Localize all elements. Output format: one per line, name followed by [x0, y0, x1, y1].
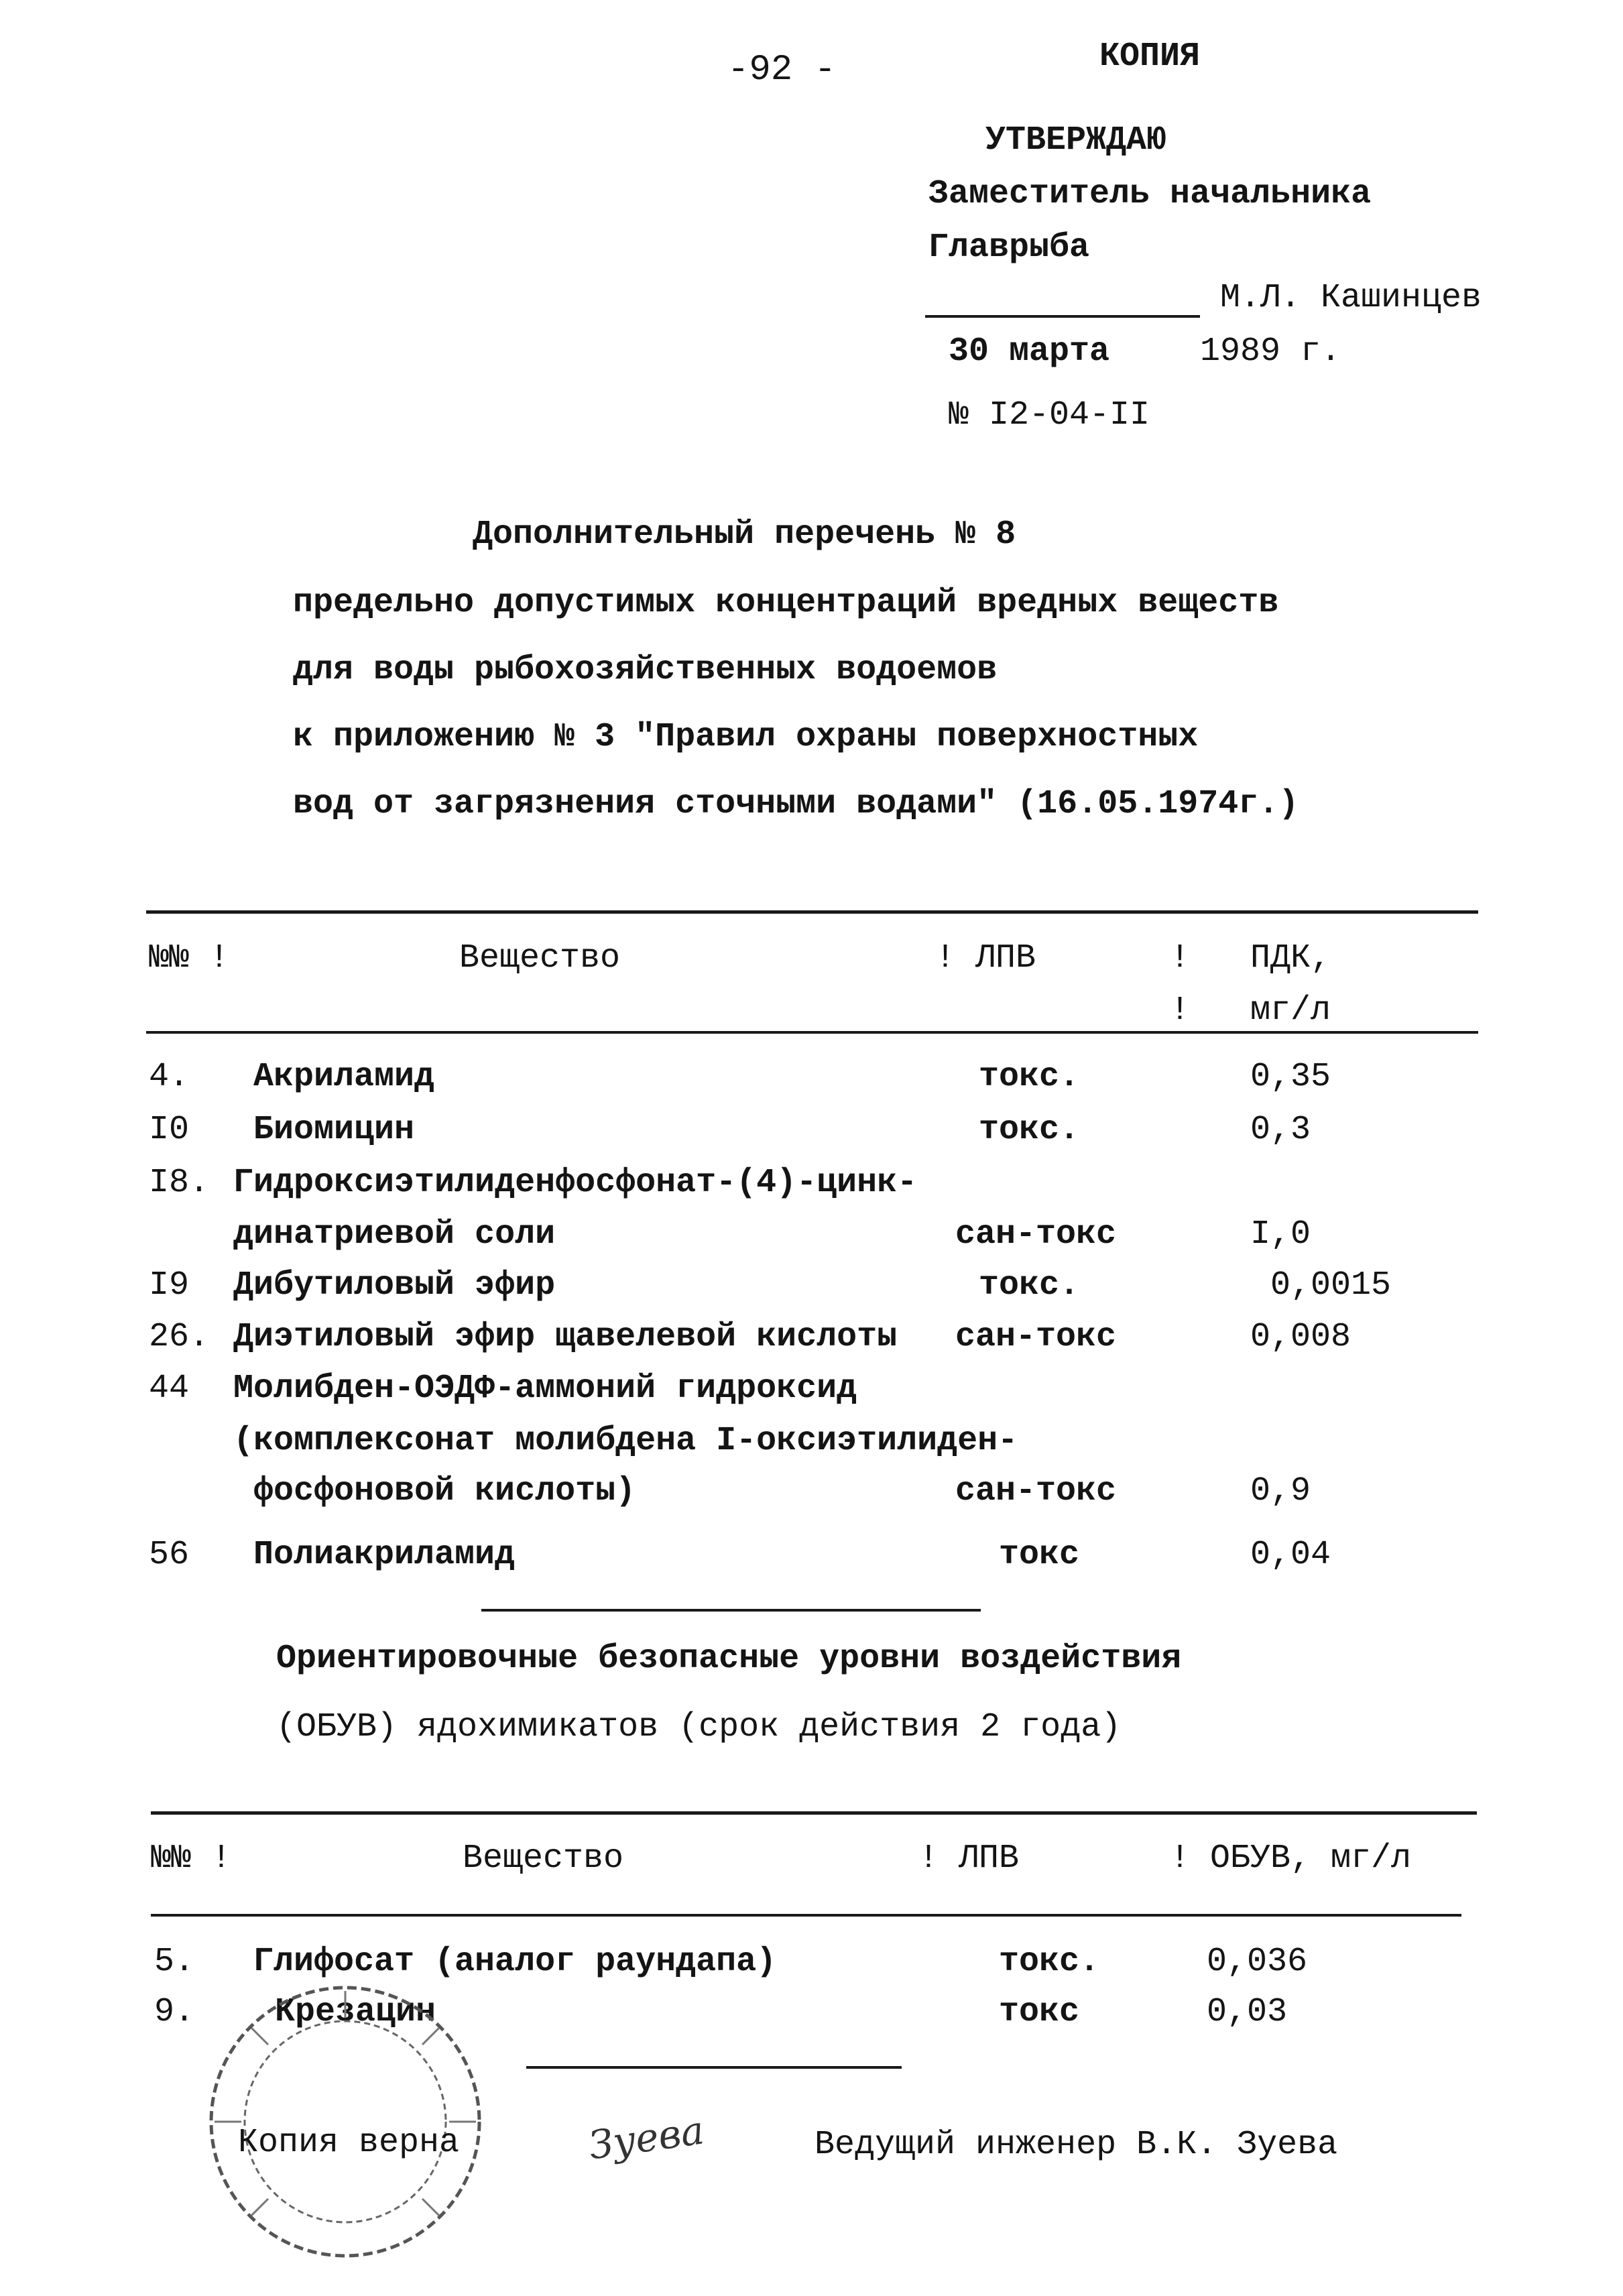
table2-row-obuv: 0,036	[1207, 1943, 1308, 1981]
table1-row-lpv: сан-токс	[955, 1472, 1117, 1510]
page-number: -92 -	[727, 50, 837, 90]
table2-row-name: Крезацин	[275, 1993, 436, 2031]
copy-label: КОПИЯ	[1099, 38, 1201, 76]
table2-col-obuv: ! ОБУВ, мг/л	[1170, 1839, 1412, 1878]
table1-row-lpv: токс.	[979, 1111, 1080, 1149]
table2-top-rule	[151, 1811, 1477, 1815]
table2-row-lpv: токс.	[999, 1943, 1100, 1981]
table1-header-rule	[146, 1031, 1478, 1034]
table2-col-lpv: ! ЛПВ	[918, 1839, 1020, 1878]
title-line-2: предельно допустимых концентраций вредных веществ	[293, 584, 1279, 622]
table2-row-num: 5.	[154, 1943, 195, 1981]
approver-title-1: Заместитель начальника	[928, 175, 1372, 213]
title-line-4: к приложению № 3 "Правил охраны поверхностных	[293, 718, 1199, 756]
table1-row-name: (комплексонат молибдена I-оксиэтилиден-	[233, 1422, 1018, 1460]
document-number: № I2-04-II	[949, 396, 1150, 434]
section2-line-2: (ОБУВ) ядохимикатов (срок действия 2 года)	[276, 1708, 1122, 1746]
table1-row-num: 56	[149, 1536, 190, 1574]
table1-row-num: 4.	[149, 1058, 190, 1096]
table2-row-obuv: 0,03	[1207, 1993, 1288, 2031]
table1-row-lpv: сан-токс	[955, 1215, 1117, 1254]
copy-true-label: Копия верна	[238, 2124, 460, 2162]
table1-col-num: №№ !	[149, 939, 230, 977]
table1-top-rule	[146, 910, 1478, 914]
title-line-1: Дополнительный перечень № 8	[473, 516, 1016, 554]
table1-row-lpv: токс	[999, 1536, 1080, 1574]
table1-col-sep-1: !	[1170, 939, 1191, 977]
table1-row-lpv: токс.	[979, 1058, 1080, 1096]
table1-row-num: 26.	[149, 1318, 210, 1356]
signature-line	[925, 315, 1200, 318]
table1-row-pdk: 0,3	[1250, 1111, 1311, 1149]
table2-end-rule	[526, 2066, 902, 2069]
table1-row-pdk: 0,9	[1250, 1472, 1311, 1510]
table2-row-num: 9.	[154, 1993, 195, 2031]
approver-title-2: Главрыба	[928, 229, 1090, 267]
table1-row-num: 44	[149, 1370, 190, 1408]
signer-name: Ведущий инженер В.К. Зуева	[815, 2126, 1338, 2164]
table1-col-pdk-1: ПДК,	[1250, 939, 1331, 977]
table2-header-rule	[151, 1914, 1461, 1917]
table1-row-name: Полиакриламид	[253, 1536, 516, 1574]
table2-row-lpv: токс	[999, 1993, 1080, 2031]
table1-row-pdk: 0,008	[1250, 1318, 1351, 1356]
table1-row-name: Акриламид	[253, 1058, 435, 1096]
table2-row-name: Глифосат (аналог раундапа)	[253, 1943, 777, 1981]
handwritten-signature: Зуева	[586, 2107, 707, 2169]
table1-col-substance: Вещество	[459, 939, 621, 977]
table1-row-num: I9	[149, 1266, 190, 1305]
table1-row-name: Биомицин	[253, 1111, 415, 1149]
table1-row-name: Дибутиловый эфир	[233, 1266, 556, 1305]
table1-row-pdk: 0,04	[1250, 1536, 1331, 1574]
table1-row-name: фосфоновой кислоты)	[253, 1472, 636, 1510]
table1-row-name: Гидроксиэтилиденфосфонат-(4)-цинк-	[233, 1164, 918, 1202]
round-stamp-icon	[188, 1964, 503, 2279]
table1-row-pdk: 0,35	[1250, 1058, 1331, 1096]
section-divider	[481, 1609, 981, 1612]
approval-date-day: 30 марта	[949, 333, 1110, 371]
approver-name: М.Л. Кашинцев	[1220, 282, 1482, 315]
table1-row-name: динатриевой соли	[233, 1215, 556, 1254]
approval-date-year: 1989 г.	[1200, 333, 1341, 371]
table1-row-num: I8.	[149, 1164, 210, 1202]
title-line-5: вод от загрязнения сточными водами" (16.05.1974г.)	[293, 785, 1299, 823]
table1-col-sep-2: !	[1170, 991, 1191, 1030]
table1-col-pdk-2: мг/л	[1250, 991, 1331, 1030]
table1-row-name: Диэтиловый эфир щавелевой кислоты	[233, 1318, 898, 1356]
table2-col-substance: Вещество	[463, 1839, 624, 1878]
table1-row-name: Молибден-ОЭДФ-аммоний гидроксид	[233, 1370, 857, 1408]
approve-label: УТВЕРЖДАЮ	[985, 121, 1167, 160]
table1-row-num: I0	[149, 1111, 190, 1149]
title-line-3: для воды рыбохозяйственных водоемов	[293, 651, 998, 689]
section2-line-1: Ориентировочные безопасные уровни воздействия	[276, 1640, 1182, 1678]
table1-row-pdk: I,0	[1250, 1215, 1311, 1254]
table2-col-num: №№ !	[151, 1839, 232, 1878]
table1-row-lpv: токс.	[979, 1266, 1080, 1305]
table1-row-pdk: 0,0015	[1270, 1266, 1392, 1305]
table1-col-lpv: ! ЛПВ	[935, 939, 1036, 977]
table1-row-lpv: сан-токс	[955, 1318, 1117, 1356]
